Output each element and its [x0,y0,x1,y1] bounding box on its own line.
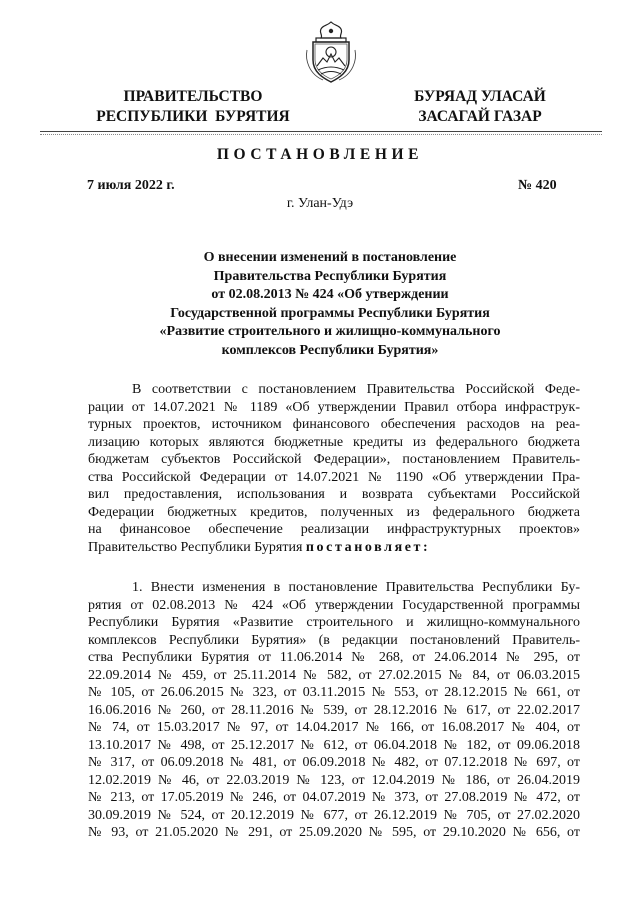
clause-1-paragraph [88,579,580,842]
body-line: 16.06.2016 № 260, от 28.11.2016 № 539, от 28.12.2016 № 617, от 22.02.2017 [88,702,580,718]
title-line: Правительства Республики Бурятия [213,268,447,284]
body-line: 13.10.2017 № 498, от 25.12.2017 № 612, от 06.04.2018 № 182, от 09.06.2018 [88,737,580,753]
body-line: № 93, от 21.05.2020 № 291, от 25.09.2020 № 595, от 29.10.2020 № 656, от [88,825,580,840]
body-line: ства Республики Бурятия от 11.06.2014 № 268, от 24.06.2014 № 295, от [88,650,580,665]
body-line-resolution [88,539,580,557]
title-line: Государственной программы Республики Бурятия [170,305,490,321]
government-name-buryat [390,87,570,127]
body-line: 1. Внести изменения в постановление Правительства Республики Бу- [132,580,580,595]
body-line: бюджетам субъектов Российской Федерации», постановлением Правитель- [88,452,580,467]
title-line: комплексов Республики Бурятия» [221,342,439,358]
org-right-line-1: БУРЯАД УЛАСАЙ [414,88,546,105]
body-line: Республики Бурятия «Развитие строительного и жилищно-коммунального [88,615,580,630]
body-line: комплексов Республики Бурятия» (в редакции постановлений Правитель- [88,632,580,648]
buryatia-coat-of-arms-icon [303,20,359,86]
government-name-russian [78,87,308,127]
body-line: турных проектов, источником финансового обеспечения расходов на реа- [88,417,580,432]
document-number: № 420 [518,178,557,193]
body-line: лизацию которых являются бюджетные кредиты из федерального бюджета [88,434,580,450]
body-line: рации от 14.07.2021 № 1189 «Об утверждении Правил отбора инфраструк- [88,399,580,415]
body-line: 12.02.2019 № 46, от 22.03.2019 № 123, от 12.04.2019 № 186, от 26.04.2019 [88,772,580,788]
document-date: 7 июля 2022 г. [87,178,175,193]
body-line: Федерации бюджетных кредитов, полученных из федерального бюджета [88,504,580,520]
title-line: О внесении изменений в постановление [203,250,457,265]
header-divider [40,131,602,132]
org-right-line-2: ЗАСАГАЙ ГАЗАР [418,108,542,125]
org-left-line-2: РЕСПУБЛИКИ БУРЯТИЯ [96,108,290,125]
body-line: № 105, от 26.06.2015 № 323, от 03.11.2015 № 553, от 28.12.2015 № 661, от [88,685,580,700]
body-line: рятия от 02.08.2013 № 424 «Об утверждении Государственной программы [88,597,580,613]
preamble-paragraph [88,381,580,556]
body-line: 22.09.2014 № 459, от 25.11.2014 № 582, от 27.02.2015 № 84, от 06.03.2015 [88,667,580,683]
resolution-prefix: Правительство Республики Бурятия [88,539,306,555]
body-line: № 213, от 17.05.2019 № 246, от 04.07.2019 № 373, от 27.08.2019 № 472, от [88,790,580,805]
body-line: № 317, от 06.09.2018 № 481, от 06.09.2018 № 482, от 07.12.2018 № 697, от [88,755,580,770]
body-line: ства Российской Федерации от 14.07.2021 № 1190 «Об утверждении Пра- [88,469,580,485]
body-line: 30.09.2019 № 524, от 20.12.2019 № 677, от 26.12.2019 № 705, от 27.02.2020 [88,807,580,823]
document-type: ПОСТАНОВЛЕНИЕ [216,146,424,163]
body-line: В соответствии с постановлением Правительства Российской Феде- [132,382,580,397]
document-city: г. Улан-Удэ [286,196,354,211]
org-left-line-1: ПРАВИТЕЛЬСТВО [123,88,263,105]
title-line: от 02.08.2013 № 424 «Об утверждении [211,287,449,303]
header-divider-dotted [40,134,602,135]
body-line: на финансовое обеспечение реализации инфраструктурных проектов» [88,522,580,537]
coat-of-arms-emblem [303,20,359,86]
document-title [120,249,540,361]
resolution-verb: постановляет: [305,539,431,555]
body-line: № 74, от 15.03.2017 № 97, от 14.04.2017 № 166, от 16.08.2017 № 404, от [88,720,580,735]
body-line: вил предоставления, использования и возврата субъектами Российской [88,487,580,502]
title-line: «Развитие строительного и жилищно-коммунального [159,324,501,340]
